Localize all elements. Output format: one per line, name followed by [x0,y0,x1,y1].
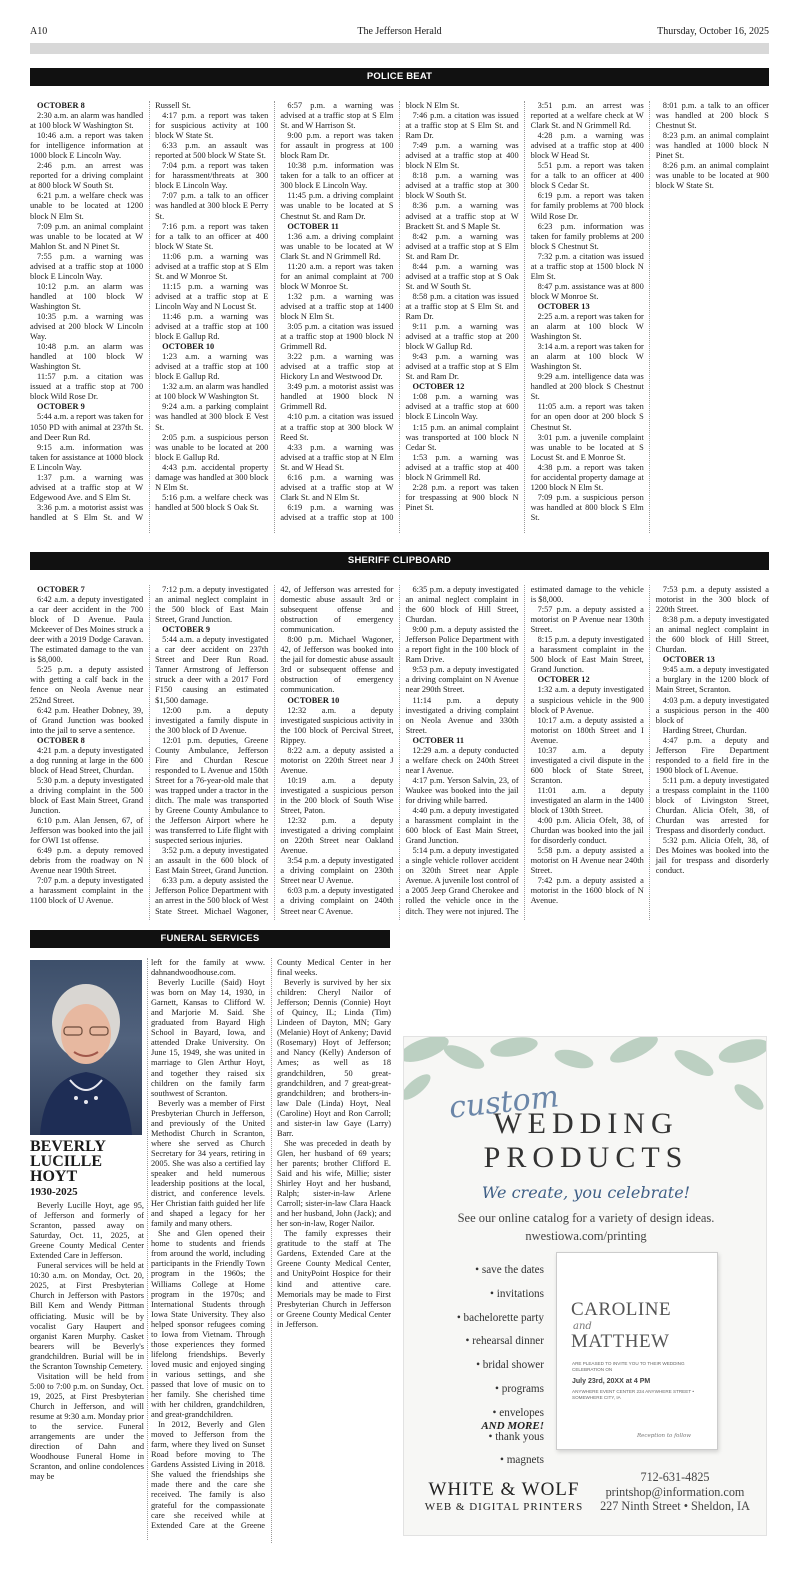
ad-product-item: • magnets [416,1449,544,1473]
ad-catalog-text: See our online catalog for a variety of design ideas. [457,1211,715,1225]
log-entry: 4:33 p.m. a warning was advised at a traffic stop at N Elm St. and W Head St. [280,442,394,472]
log-entry: 7:12 p.m. a deputy investigated an animal neglect complaint in the 500 block of East Main Street, Grand Junction. [155,585,269,625]
log-entry: 7:57 p.m. a deputy assisted a motorist on P Avenue near 130th Street. [530,605,644,635]
sheriff-clipboard-body [30,585,769,920]
obituary-continued [151,958,391,1543]
log-entry: 4:03 p.m. a deputy investigated a suspicious person in the 400 block of [655,695,769,725]
column-rule [147,958,148,1540]
log-entry: 6:49 p.m. a deputy removed debris from the roadway on N Avenue near 190th Street. [30,846,144,876]
obituary-photo [30,960,142,1135]
card-reception: Reception to follow [637,1433,691,1439]
police-beat-body [30,101,769,533]
log-entry: 9:15 a.m. information was taken for assistance at 1000 block E Lincoln Way. [30,442,144,472]
date-subhead: OCTOBER 9 [162,625,210,635]
log-entry: 11:01 a.m. a deputy investigated an alarm in the 1400 block of 130th Street. [530,785,644,816]
date-subhead: OCTOBER 8 [37,735,85,745]
obituary-paragraph: The family expresses their gratitude to the staff at The Gardens, Extended Care at the Greene County Medical Center, and UnityPoint Hospice for their kind and attentive care. Memorials may be made to First Presbyterian Church in Jefferson or Greene County Medical Center in Jefferson. [277,1229,391,1329]
log-entry: 10:38 p.m. information was taken for a talk to an officer at 300 block E Lincoln Way. [280,161,394,191]
date-subhead: OCTOBER 7 [37,585,85,594]
log-entry: 1:53 p.m. a warning was advised at a traffic stop at 400 block N Grimmell Rd. [405,452,519,482]
log-entry: 12:01 p.m. deputies, Greene County Ambulance, Jefferson Fire and Churdan Rescue responded to L Avenue and 150th Street for a 76-year-old male that was trapped under a tractor in the ditch. The male was transported by Greene County Ambulance to the Jefferson Airport where he was transferred to Life flight with suspected serious injuries. [155,735,269,846]
log-entry: 12:00 p.m. a deputy investigated a family dispute in the 300 block of D Avenue. [155,705,269,735]
ad-script-word: custom [447,1079,561,1126]
log-entry: 10:17 a.m. a deputy assisted a motorist on 180th Street and I Avenue. [530,715,644,745]
log-entry: 9:00 p.m. a deputy assisted the Jefferson Police Department with a report fight in the 100 block of Ram Drive. [405,625,519,665]
card-date: July 23rd, 20XX at 4 PM [572,1378,651,1385]
ad-title-line: PRODUCTS [483,1141,689,1174]
date-subhead: OCTOBER 13 [662,655,715,665]
log-entry: 4:21 p.m. a deputy investigated a dog running at large in the 600 block of Head Street, Churdan. [30,745,144,775]
log-entry: 10:19 a.m. a deputy investigated a suspicious person in the 200 block of South Wise Street, Paton. [280,775,394,816]
log-entry: 6:57 p.m. a warning was advised at a traffic stop at S Elm St. and W Harrison St. [280,101,394,131]
log-entry: 1:32 a.m. a deputy investigated a suspicious vehicle in the 900 block of P Avenue. [530,685,644,715]
ad-product-item: • save the dates [416,1259,544,1283]
log-entry: 1:36 a.m. a driving complaint was unable to be located at W Clark St. and N Grimmell Rd. [280,231,394,261]
date-subhead: OCTOBER 12 [537,675,590,685]
ad-product-item: • invitations [416,1283,544,1307]
ad-product-item: • bachelorette party [416,1307,544,1331]
log-entry: 2:46 p.m. an arrest was reported for a driving complaint at 800 block W South St. [30,161,144,191]
log-entry: 5:16 p.m. a welfare check was handled at 500 block S Oak St. [155,492,269,512]
log-entry: 3:52 p.m. a deputy investigated an assault in the 600 block of East Main Street, Grand Junction. [155,846,269,876]
date-subhead: OCTOBER 10 [162,342,215,352]
white-wolf-logo [424,1479,584,1513]
ad-product-item: • bridal shower [416,1354,544,1378]
log-entry: 5:44 a.m. a deputy investigated a car deer accident on 237th Street and Deer Run Road. Tanner Armstrong of Jefferson struck a deer with a 2017 Ford F150 causing an estimated $1,500 damage. [155,635,269,705]
log-entry: 5:44 a.m. a report was taken for 1050 PD with animal at 237th St. and Deer Run Rd. [30,412,144,442]
log-entry: 3:49 p.m. a motorist assist was handled at 1900 block N Grimmell Rd. [280,382,394,412]
ad-and-more: AND MORE! [481,1420,544,1432]
logo-brand: WHITE & WOLF [428,1479,580,1500]
log-entry: 5:51 p.m. a report was taken for a talk to an officer at 400 block S Cedar St. [530,161,644,191]
log-entry: 9:45 a.m. a deputy investigated a burglary in the 1200 block of Main Street, Scranton. [655,665,769,695]
log-entry: 4:40 p.m. a deputy investigated a harassment complaint in the 600 block of East Main Street, Grand Junction. [405,806,519,846]
log-entry: 3:14 a.m. a report was taken for an alarm at 100 block W Washington St. [530,342,644,372]
log-entry: 6:21 p.m. a welfare check was unable to be located at 1200 block N Elm St. [30,191,144,221]
date-subhead: OCTOBER 13 [537,301,590,311]
log-entry: 1:08 p.m. a warning was advised at a traffic stop at 600 block E Lincoln Way. [405,392,519,422]
log-entry: 5:30 p.m. a deputy investigated a driving complaint in the 500 block of East Main Street, Grand Junction. [30,775,144,816]
log-entry: 8:22 a.m. a deputy assisted a motorist on 220th Street near J Avenue. [280,745,394,775]
obituary-paragraph: In 2012, Beverly and Glen moved to Jefferson from the farm, where they lived on Sunset Road before moving to The Gardens Assisted Living in 2018. She valued the friendships she made there and the care she received. The family is also grateful for the compassionate care she received while at Extended Care at the Greene County Medical Center in her final weeks. [151,958,391,1530]
log-entry: 1:32 a.m. an alarm was handled at 100 block W Washington St. [155,382,269,402]
log-entry: 10:12 p.m. an alarm was handled at 100 block W Washington St. [30,281,144,311]
log-entry: 8:36 p.m. a warning was advised at a traffic stop at W Brackett St. and S Maple St. [405,201,519,231]
card-invite-text: ARE PLEASED TO INVITE YOU TO THEIR WEDDING CELEBRATION ON [572,1361,685,1372]
log-entry: 6:33 p.m. a deputy assisted the Jefferson Police Department with an arrest in the 500 block of West State Street. Michael Wagoner, 42, of Jefferson was arrested for domestic abuse assault 3rd or subsequent offense and obstruction of emergency communication. [155,585,394,916]
log-entry: 12:32 a.m. a deputy investigated suspicious activity in the 100 block of Percival Street, Rippey. [280,705,394,745]
log-entry: 4:17 p.m. a report was taken for suspicious activity at 100 block W State St. [155,111,269,141]
ad-product-item: • programs [416,1378,544,1402]
ad-tagline: We create, you celebrate! [481,1183,691,1202]
obituary-name-line: HOYT [30,1168,78,1185]
ad-url-link[interactable]: nwestiowa.com/printing [525,1229,647,1243]
obituary-name [30,1139,145,1184]
log-entry: 10:46 a.m. a report was taken for intelligence information at 1000 block E Lincoln Way. [30,131,144,161]
obituary-paragraph: Beverly Lucille (Said) Hoyt was born on May 14, 1930, in Garnett, Kansas to Clifford W. and Marjorie M. Said. She graduated from Bayard High School in Bayard, Iowa, and attended Drake University. On June 15, 1949, she was united in marriage to Glen Arthur Hoyt, and together they raised six children on the family farm southwest of Scranton. [151,978,265,1098]
log-entry: 9:00 p.m. a report was taken for assault in progress at 100 block Ram Dr. [280,131,394,161]
log-entry: 5:25 p.m. a deputy assisted with getting a calf back in the fence on Neola Avenue near 252nd Street. [30,665,144,705]
log-entry: 3:36 p.m. a motorist assist was handled at S Elm St. and W Russell St. [30,101,191,522]
page-number: A10 [30,26,48,37]
log-entry: 6:35 p.m. a deputy investigated an animal neglect complaint in the 600 block of Hill Street, Churdan. [405,585,519,625]
log-entry: 6:19 p.m. a report was taken for family problems at 700 block Wild Rose Dr. [530,191,644,221]
log-entry: 6:19 p.m. a warning was advised at a traffic stop at 100 block N Elm St. [280,101,460,522]
date-subhead: OCTOBER 11 [412,735,465,745]
log-entry: 9:43 p.m. a warning was advised at a traffic stop at S Elm St. and Ram Dr. [405,352,519,382]
log-entry: 3:01 p.m. a juvenile complaint was unable to be located at S Locust St. and E Monroe St. [530,432,644,462]
log-entry: 8:44 p.m. a warning was advised at a traffic stop at S Oak St. and W South St. [405,261,519,291]
log-entry: 4:47 p.m. a deputy and Jefferson Fire Department responded to a field fire in the 1900 block of L Avenue. [655,735,769,775]
log-entry: 6:10 p.m. Alan Jensen, 67, of Jefferson was booked into the jail for OWI 1st offense. [30,816,144,846]
log-entry: 7:09 p.m. an animal complaint was unable to be located at W Mahlon St. and N Pinet St. [30,221,144,251]
obituary-name-line: LUCILLE [30,1153,103,1170]
log-entry: 1:32 p.m. a warning was advised at a traffic stop at 1400 block N Elm St. [280,291,394,321]
log-entry: 8:42 p.m. a warning was advised at a traffic stop at S Elm St. and Ram Dr. [405,231,519,261]
log-entry: 11:45 p.m. a driving complaint was unable to be located at S Chestnut St. and Ram Dr. [280,191,394,221]
paper-name: The Jefferson Herald [357,26,442,37]
log-entry: 8:26 p.m. an animal complaint was unable to be located at 900 block W State St. [655,161,769,191]
log-entry: 8:58 p.m. a citation was issued at a traffic stop at S Elm St. and Ram Dr. [405,291,519,321]
ad-product-item: • thank yous [416,1426,544,1450]
log-entry: 7:04 p.m. a report was taken for harassment/threats at 300 block E Lincoln Way. [155,161,269,191]
log-entry: 9:11 p.m. a warning was advised at a traffic stop at 200 block W Gallup Rd. [405,322,519,352]
log-entry: 5:32 p.m. Alicia Ofelt, 38, of Des Moines was booked into the jail for trespass and disorderly conduct. [655,836,769,876]
obituary-paragraph: Beverly is survived by her six children: Cheryl Nailor of Jefferson; Dennis (Connie) Hoyt of Quincy, IL; Linda (Tim) Lindeen of Dayton, MN; Gary (Melanie) Hoyt of Ankeny; David (Rosemary) Hoyt of Jefferson; and Nancy (Kelly) Anderson of Ames; as well as 18 grandchildren, 50 great-grandchildren, and 7 great-great-grandchildren; and brothers-in-law Dale (Linda) Hoyt, Neal (Caroline) Hoyt and Ron Carroll; and sister-in law Gaye (Larry) Barr. [277,978,391,1138]
obituary-paragraph: Visitation will be held from 5:00 to 7:00 p.m. on Sunday, Oct. 19, 2025, at First Presbyterian Church in Jefferson, and will resume at 9:30 a.m. Monday prior to the service. Funeral arrangements are under the direction of Dahn and Woodhouse Funeral Home in Scranton, and online condolences may be [30,1371,144,1482]
log-entry: 10:48 p.m. an alarm was handled at 100 block W Washington St. [30,342,144,372]
log-entry: 4:17 p.m. Yerson Salvin, 23, of Waukee was booked into the jail for driving while barred. [405,775,519,805]
log-entry: Harding Street, Churdan. [662,725,747,735]
log-entry: 2:28 p.m. a report was taken for trespassing at 900 block N Pinet St. [405,482,519,512]
log-entry: 7:46 p.m. a citation was issued at a traffic stop at S Elm St. and Ram Dr. [405,111,519,141]
log-entry: 7:07 p.m. a deputy investigated a harassment complaint in the 1100 block of U Avenue. [30,876,144,906]
log-entry: 7:42 p.m. a deputy assisted a motorist in the 1600 block of N Avenue. [530,876,644,906]
log-entry: 2:30 a.m. an alarm was handled at 100 block W Washington St. [30,111,144,131]
obituary-column [30,1201,144,1541]
ad-email[interactable]: printshop@information.com [605,1484,745,1499]
card-name: CAROLINE [571,1299,672,1320]
ad-address: 227 Ninth Street • Sheldon, IA [600,1499,750,1513]
obituary-name-line: BEVERLY [30,1138,106,1155]
obituary-paragraph: Beverly Lucille Hoyt, age 95, of Jefferson and formerly of Scranton, passed away on Saturday, Oct. 11, 2025, at Greene County Medical Center Extended Care in Jefferson. [30,1201,144,1261]
log-entry: 6:16 p.m. a warning was advised at a traffic stop at W Clark St. and N Elm St. [280,472,394,502]
ad-phone[interactable]: 712-631-4825 [640,1470,710,1484]
log-entry: 11:06 p.m. a warning was advised at a traffic stop at S Elm St. and W Monroe St. [155,251,269,281]
date-subhead: OCTOBER 10 [287,695,340,705]
log-entry: 7:09 p.m. a suspicious person was handled at 800 block S Elm St. [530,492,644,522]
header-divider [30,43,769,54]
date-subhead: OCTOBER 8 [37,101,85,110]
portrait-illustration [30,960,142,1135]
log-entry: 6:23 p.m. information was taken for family problems at 200 block S Chestnut St. [530,221,644,251]
sheriff-clipboard-heading: SHERIFF CLIPBOARD [30,552,769,570]
card-venue: ANYWHERE EVENT CENTER 234 ANYWHERE STREET • SOMEWHERE CITY, IA [572,1389,694,1400]
obituary-paragraph: Beverly was a member of First Presbyterian Church in Jefferson, and previously of the United Methodist Church in Scranton, where she served as Church Secretary for 34 years, retiring in 2005. She was also a certified lay speaker and held numerous leadership positions at the local, district, and conference levels. Her Christian faith guided her life and shaped a legacy for her family and many others. [151,1098,265,1229]
log-entry: 8:00 p.m. Michael Wagoner, 42, of Jefferson was booked into the jail for domestic abuse assault 3rd or subsequent offense and obstruction of emergency communication. [280,635,394,695]
date-subhead: OCTOBER 11 [287,221,339,231]
log-entry: 4:00 p.m. Alicia Ofelt, 38, of Churdan was booked into the jail for disorderly conduct. [530,816,644,846]
log-entry: 6:33 p.m. an assault was reported at 500 block W State St. [155,141,269,161]
log-entry: 7:49 p.m. a warning was advised at a traffic stop at 400 block N Elm St. [405,141,519,171]
log-entry: 7:32 p.m. a citation was issued at a traffic stop at 1500 block N Elm St. [530,251,644,281]
log-entry: 4:10 p.m. a citation was issued at a traffic stop at 300 block W Reed St. [280,412,394,442]
card-and: and [573,1321,592,1332]
ad-product-item: • envelopes [416,1402,544,1426]
log-entry: 11:14 p.m. a deputy investigated a driving complaint on Neola Avenue and 330th Street. [405,695,519,735]
log-entry: 11:57 p.m. a citation was issued at a traffic stop at 700 block Wild Rose Dr. [30,372,144,402]
log-entry: 8:38 p.m. a deputy investigated an animal neglect complaint in the 600 block of Hill Street, Churdan. [655,615,769,655]
log-entry: 2:05 p.m. a suspicious person was unable to be located at 200 block E Gallup Rd. [155,432,269,462]
log-entry: 8:23 p.m. an animal complaint was handled at 1000 block N Pinet St. [655,131,769,161]
log-entry: 3:54 p.m. a deputy investigated a driving complaint on 230th Street near U Avenue. [280,856,394,886]
ad-product-list [416,1259,544,1473]
obituary-paragraph: left for the family at www. dahnandwoodhouse.com. [151,958,265,978]
log-entry: 3:22 p.m. a warning was advised at a traffic stop at Hickory Ln and Westwood Dr. [280,352,394,382]
log-entry: 6:03 p.m. a deputy investigated a driving complaint on 240th Street near C Avenue. [280,886,394,916]
log-entry: 2:25 a.m. a report was taken for an alarm at 100 block W Washington St. [530,311,644,342]
log-entry: 12:32 p.m. a deputy investigated a driving complaint on 220th Street near Oakland Avenue. [280,816,394,856]
funeral-services-heading: FUNERAL SERVICES [30,930,390,948]
date-subhead: OCTOBER 12 [412,382,465,392]
log-entry: 9:29 a.m. intelligence data was handled at 200 block S Chestnut St. [530,372,644,402]
log-entry: 7:55 p.m. a warning was advised at a traffic stop at 1000 block E Lincoln Way. [30,251,144,281]
obituary-years: 1930-2025 [30,1186,78,1198]
log-entry: 12:29 a.m. a deputy conducted a welfare check on 240th Street near I Avenue. [405,745,519,775]
log-entry: 4:43 p.m. accidental property damage was handled at 300 block N Elm St. [155,462,269,492]
date-subhead: OCTOBER 9 [37,402,85,412]
log-entry: 8:47 p.m. assistance was at 800 block W Monroe St. [530,281,644,301]
ad-product-item: • rehearsal dinner [416,1330,544,1354]
log-entry: 1:37 p.m. a warning was advised at a traffic stop at W Edgewood Ave. and S Elm St. [30,472,144,502]
log-entry: 10:35 p.m. a warning was advised at 200 block W Lincoln Way. [30,311,144,342]
log-entry: 11:15 p.m. a warning was advised at a traffic stop at E Lincoln Way and N Locust St. [155,281,269,311]
log-entry: 4:28 p.m. a warning was advised at a traffic stop at 400 block W Head St. [530,131,644,161]
log-entry: 9:24 a.m. a parking complaint was handled at 300 block E Vest St. [155,402,269,432]
log-entry: 3:05 p.m. a citation was issued at a traffic stop at 1900 block N Grimmell Rd. [280,322,394,352]
log-entry: 5:58 p.m. a deputy assisted a motorist on H Avenue near 240th Street. [530,846,644,876]
log-entry: 8:18 p.m. a warning was advised at a traffic stop at 300 block W South St. [405,171,519,201]
obituary-paragraph: She was preceded in death by Glen, her husband of 69 years; her parents; brother Clifford E. Said and his wife, Millie; sister Shirley Hoyt and her husband, Ralph; sister-in-law Arlene Carroll; sister-in-law Clara Haack and her husband, John (Jack); and her son-in-law, Roger Nailor. [277,1138,391,1229]
police-beat-heading: POLICE BEAT [30,68,769,86]
obituary-paragraph: Funeral services will be held at 10:30 a.m. on Monday, Oct. 20, 2025, at First Presbyterian Church in Jefferson with Pastors Bill Kem and Wendy Pittman officiating. Music will be by vocalist Gary Haupert and organist Karen Murphy. Casket bearers will be Beverly's grandchildren. Burial will be in the Scranton Township Cemetery. [30,1261,144,1371]
sample-invitation-card [556,1252,718,1450]
ad-title-line: WEDDING [493,1107,679,1140]
log-entry: 6:42 a.m. a deputy investigated a car deer accident in the 700 block of D Avenue. Paula Mckeever of Des Moines struck a deer with a 2019 Dodge Caravan. The estimated damage to the van is $8,000. [30,595,144,665]
page-folio [30,26,769,40]
log-entry: 7:53 p.m. a deputy assisted a motorist in the 300 block of 220th Street. [655,585,769,615]
log-entry: 1:23 a.m. a warning was advised at a traffic stop at 100 block E Gallup Rd. [155,352,269,382]
log-entry: 8:15 p.m. a deputy investigated a harassment complaint in the 500 block of East Main Street, Grand Junction. [530,635,644,675]
log-entry: 8:01 p.m. a talk to an officer was handled at 200 block S Chestnut St. [655,101,769,131]
log-entry: 7:07 p.m. a talk to an officer was handled at 300 block E Perry St. [155,191,269,221]
log-entry: 4:38 p.m. a report was taken for accidental property damage at 1200 block N Elm St. [530,462,644,492]
log-entry: 5:14 p.m. a deputy investigated a single vehicle rollover accident on 320th Street near Apple Avenue. A juvenile lost control of a 2005 Jeep Grand Cherokee and rolled the vehicle once in the ditch. They were not injured. The estimated damage to the vehicle is $8,000. [405,585,644,916]
log-entry: 5:11 p.m. a deputy investigated a trespass complaint in the 1100 block of Livingston Street, Churdan. Alicia Ofelt, 38, of Churdan was arrested for Trespass and disorderly conduct. [655,775,769,836]
log-entry: 1:15 p.m. an animal complaint was transported at 100 block N Cedar St. [405,422,519,452]
log-entry: 6:42 p.m. Heather Dobney, 39, of Grand Junction was booked into the jail to serve a sentence. [30,705,144,735]
obituary-paragraph: She and Glen opened their home to students and friends from around the world, including participants in the Friendly Town program in the 1960s; the Williams College at Home program in the 1970s; and International Students through Iowa State University. They also helped sponsor refugees coming to Iowa from Vietnam. Through those experiences they formed lifelong friendships. Beverly loved music and enjoyed singing in various settings, and she passed that love of music on to her family. She cherished time with her children, grandchildren, and great-grandchildren. [151,1229,265,1420]
log-entry: 7:16 p.m. a report was taken for a talk to an officer at 400 block W State St. [155,221,269,251]
log-entry: 9:53 p.m. a deputy investigated a driving complaint on N Avenue near 290th Street. [405,665,519,695]
log-entry: 3:51 p.m. an arrest was reported at a welfare check at W Clark St. and N Grimmell Rd. [530,101,644,131]
log-entry: 11:20 a.m. a report was taken for an animal complaint at 700 block W Monroe St. [280,261,394,291]
logo-subtitle: WEB & DIGITAL PRINTERS [424,1501,584,1513]
issue-date: Thursday, October 16, 2025 [657,26,769,37]
log-entry: 10:37 a.m. a deputy investigated a civil dispute in the 600 block of State Street, Scranton. [530,745,644,785]
log-entry: 11:05 a.m. a report was taken for an open door at 200 block S Chestnut St. [530,402,644,432]
log-entry: 11:46 p.m. a warning was advised at a traffic stop at 100 block E Gallup Rd. [155,311,269,342]
card-name: MATTHEW [571,1331,670,1352]
ad-contact [594,1470,756,1514]
wedding-products-ad[interactable] [403,1036,767,1536]
